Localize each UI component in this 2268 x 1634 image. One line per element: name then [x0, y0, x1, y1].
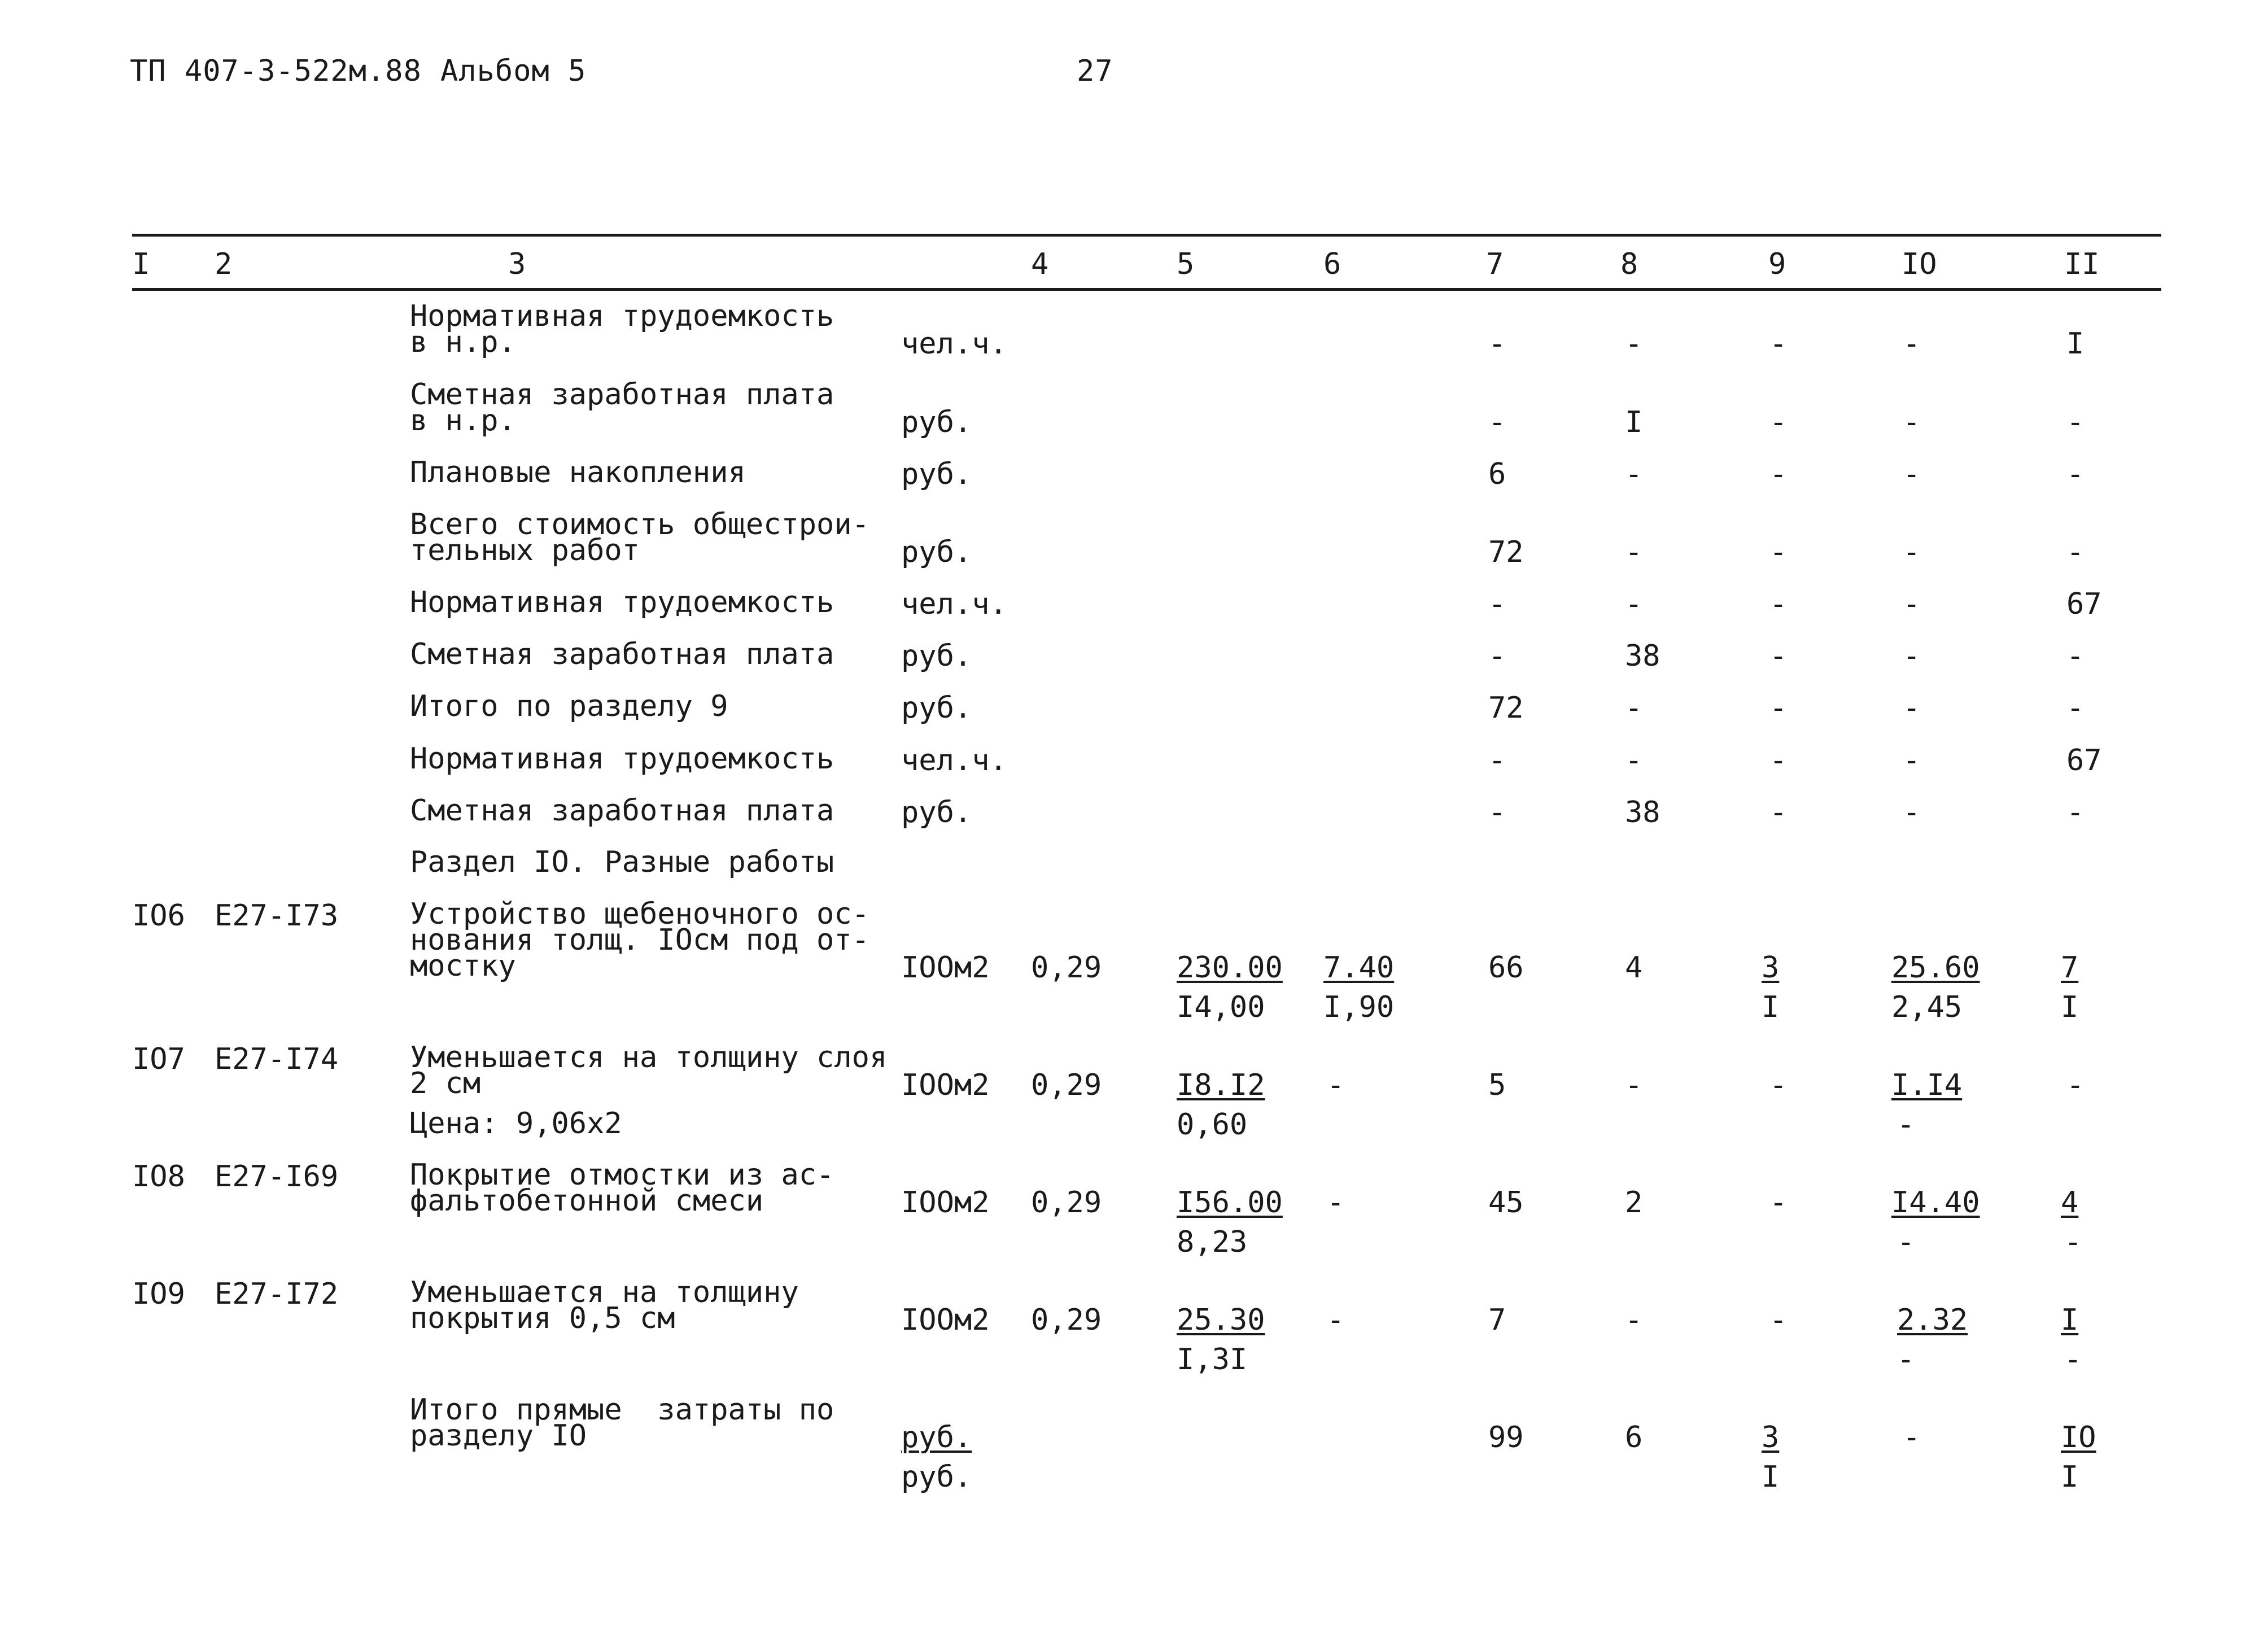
cell-col8: -	[1625, 1068, 1643, 1102]
row-description: Итого по разделу 9	[410, 689, 728, 723]
cell-col9: -	[1769, 1068, 1788, 1102]
cell-col6: -	[1327, 1186, 1345, 1220]
row-description: Плановые накопления	[410, 456, 746, 490]
column-header: I	[132, 247, 150, 281]
cell-col11-bottom: -	[2064, 1225, 2082, 1259]
cell-col10-top: I.I4	[1891, 1068, 1963, 1102]
row-unit: чел.ч.	[901, 744, 1007, 777]
cell-col11: -	[2066, 639, 2085, 673]
column-header: 2	[215, 247, 233, 281]
row-code: Е27-I74	[215, 1042, 339, 1076]
cell-col5-top: I56.00	[1177, 1186, 1283, 1220]
cell-col10: -	[1903, 327, 1921, 361]
column-header: 3	[508, 247, 526, 281]
document-code: ТП 407-3-522м.88	[130, 54, 422, 88]
cell-col11: I	[2066, 327, 2085, 361]
cell-col7: -	[1488, 587, 1506, 621]
cell-col9-top: 3	[1762, 951, 1780, 985]
cell-col6-top: 7.40	[1323, 951, 1395, 985]
row-description: Сметная заработная плата	[410, 794, 834, 828]
cell-col8: -	[1625, 457, 1643, 491]
cell-col9: -	[1769, 535, 1788, 569]
cell-col10: -	[1903, 796, 1921, 829]
column-header: 9	[1768, 247, 1786, 281]
page-number: 27	[1077, 54, 1113, 88]
cell-col11-bottom: I	[2061, 1460, 2079, 1494]
cell-col11: -	[2066, 457, 2085, 491]
cell-col8: 38	[1625, 796, 1660, 829]
row-unit: IOOм2	[901, 1303, 990, 1337]
cell-col9: -	[1769, 457, 1788, 491]
cell-col8: -	[1625, 744, 1643, 777]
cell-col10: -	[1903, 587, 1921, 621]
cell-col9: -	[1769, 1303, 1788, 1337]
cell-col7: 45	[1488, 1186, 1524, 1220]
cell-col10: -	[1903, 457, 1921, 491]
cell-col10-top: I4.40	[1891, 1186, 1980, 1220]
cell-col5-bottom: 0,60	[1177, 1108, 1248, 1142]
row-description: Устройство щебеночного ос- нования толщ. IOсм под от- мостку	[410, 897, 869, 983]
cell-col7: -	[1488, 405, 1506, 439]
cell-col10-bottom: -	[1897, 1343, 1915, 1377]
album-label: Альбом 5	[440, 54, 587, 88]
cell-col7: -	[1488, 744, 1506, 777]
cell-col9: -	[1769, 327, 1788, 361]
cell-col9: -	[1769, 796, 1788, 829]
cell-col10: -	[1903, 1421, 1921, 1454]
cell-col10: -	[1903, 639, 1921, 673]
cell-col8: -	[1625, 587, 1643, 621]
cell-col5-top: 25.30	[1177, 1303, 1265, 1337]
row-number: IO6	[132, 899, 185, 933]
row-code: Е27-I72	[215, 1277, 339, 1311]
row-description: Сметная заработная плата в н.р.	[410, 378, 834, 438]
cell-col9-top: 3	[1762, 1421, 1780, 1454]
row-description: Нормативная трудоемкость	[410, 586, 834, 619]
row-unit: IOOм2	[901, 951, 990, 985]
cell-col7: -	[1488, 639, 1506, 673]
row-unit: руб.	[901, 639, 972, 673]
cell-col6-bottom: I,90	[1323, 990, 1395, 1024]
row-unit: чел.ч.	[901, 587, 1007, 621]
row-number: IO7	[132, 1042, 185, 1076]
cell-col7: 66	[1488, 951, 1524, 985]
cell-col5-bottom: I4,00	[1177, 990, 1265, 1024]
row-description: Покрытие отмостки из ас- фальтобетонной смеси	[410, 1158, 834, 1218]
cell-col7: 7	[1488, 1303, 1506, 1337]
cell-col8: 38	[1625, 639, 1660, 673]
cell-col5-top: 230.00	[1177, 951, 1283, 985]
cell-col9: -	[1769, 1186, 1788, 1220]
cell-col10: -	[1903, 535, 1921, 569]
cell-col8: I	[1625, 405, 1643, 439]
cell-col10-top: 25.60	[1891, 951, 1980, 985]
row-unit: IOOм2	[901, 1068, 990, 1102]
cell-col7: 72	[1488, 535, 1524, 569]
cell-col7: 99	[1488, 1421, 1524, 1454]
column-header: 8	[1620, 247, 1638, 281]
row-code: Е27-I73	[215, 899, 339, 933]
cell-col11-top: IO	[2061, 1421, 2096, 1454]
cell-col11-bottom: -	[2064, 1343, 2082, 1377]
row-unit: чел.ч.	[901, 327, 1007, 361]
cell-col11: -	[2066, 691, 2085, 725]
column-header: 6	[1323, 247, 1341, 281]
table-header-rule	[132, 288, 2161, 291]
column-header: 5	[1177, 247, 1195, 281]
row-description: Нормативная трудоемкость в н.р.	[410, 299, 834, 359]
cell-col7: -	[1488, 796, 1506, 829]
row-number: IO8	[132, 1160, 185, 1194]
column-header: II	[2064, 247, 2100, 281]
column-header: IO	[1902, 247, 1937, 281]
cell-col11: 67	[2066, 744, 2102, 777]
row-description: Сметная заработная плата	[410, 637, 834, 671]
row-unit-top: руб.	[901, 1421, 972, 1454]
row-unit: руб.	[901, 691, 972, 725]
cell-col7: 6	[1488, 457, 1506, 491]
cell-col10-top: 2.32	[1897, 1303, 1968, 1337]
cell-col11: -	[2066, 1068, 2085, 1102]
cell-col10-bottom: -	[1897, 1108, 1915, 1142]
row-unit: IOOм2	[901, 1186, 990, 1220]
cell-col9: -	[1769, 405, 1788, 439]
row-quantity: 0,29	[1031, 1186, 1102, 1220]
cell-col8: 6	[1625, 1421, 1643, 1454]
row-description: Уменьшается на толщину покрытия 0,5 см	[410, 1275, 799, 1335]
column-header: 4	[1031, 247, 1049, 281]
cell-col11-top: 7	[2061, 951, 2079, 985]
cell-col11: -	[2066, 405, 2085, 439]
row-description: Уменьшается на толщину слоя 2 см	[410, 1041, 888, 1100]
cell-col8: -	[1625, 1303, 1643, 1337]
cell-col10-bottom: 2,45	[1891, 990, 1963, 1024]
cell-col5-bottom: 8,23	[1177, 1225, 1248, 1259]
cell-col9: -	[1769, 691, 1788, 725]
section-heading: Раздел IO. Разные работы	[410, 845, 834, 879]
row-unit-bottom: руб.	[901, 1460, 972, 1494]
cell-col11: -	[2066, 535, 2085, 569]
cell-col8: -	[1625, 691, 1643, 725]
row-quantity: 0,29	[1031, 951, 1102, 985]
cell-col11-top: 4	[2061, 1186, 2079, 1220]
cell-col9: -	[1769, 744, 1788, 777]
row-quantity: 0,29	[1031, 1068, 1102, 1102]
cell-col8: -	[1625, 327, 1643, 361]
row-code: Е27-I69	[215, 1160, 339, 1194]
row-unit: руб.	[901, 796, 972, 829]
cell-col11: -	[2066, 796, 2085, 829]
cell-col7: 5	[1488, 1068, 1506, 1102]
column-header: 7	[1486, 247, 1504, 281]
cell-col7: -	[1488, 327, 1506, 361]
row-description: Нормативная трудоемкость	[410, 742, 834, 776]
cell-col11-bottom: I	[2061, 990, 2079, 1024]
cell-col6: -	[1327, 1303, 1345, 1337]
cell-col10: -	[1903, 691, 1921, 725]
row-unit: руб.	[901, 457, 972, 491]
cell-col11-top: I	[2061, 1303, 2079, 1337]
row-unit: руб.	[901, 405, 972, 439]
cell-col5-bottom: I,3I	[1177, 1343, 1248, 1377]
cell-col10: -	[1903, 744, 1921, 777]
cell-col9-bottom: I	[1762, 1460, 1780, 1494]
row-description: Итого прямые затраты по разделу IO	[410, 1393, 834, 1453]
cell-col7: 72	[1488, 691, 1524, 725]
row-quantity: 0,29	[1031, 1303, 1102, 1337]
row-unit: руб.	[901, 535, 972, 569]
cell-col11: 67	[2066, 587, 2102, 621]
table-top-rule	[132, 234, 2161, 237]
cell-col9: -	[1769, 587, 1788, 621]
cell-col8: 2	[1625, 1186, 1643, 1220]
row-description: Всего стоимость общестрои- тельных работ	[410, 508, 869, 567]
row-number: IO9	[132, 1277, 185, 1311]
cell-col9: -	[1769, 639, 1788, 673]
cell-col6: -	[1327, 1068, 1345, 1102]
cell-col5-top: I8.I2	[1177, 1068, 1265, 1102]
row-price-note: Цена: 9,06х2	[410, 1107, 622, 1141]
cell-col8: -	[1625, 535, 1643, 569]
cell-col8: 4	[1625, 951, 1643, 985]
cell-col10: -	[1903, 405, 1921, 439]
cell-col9-bottom: I	[1762, 990, 1780, 1024]
cell-col10-bottom: -	[1897, 1225, 1915, 1259]
